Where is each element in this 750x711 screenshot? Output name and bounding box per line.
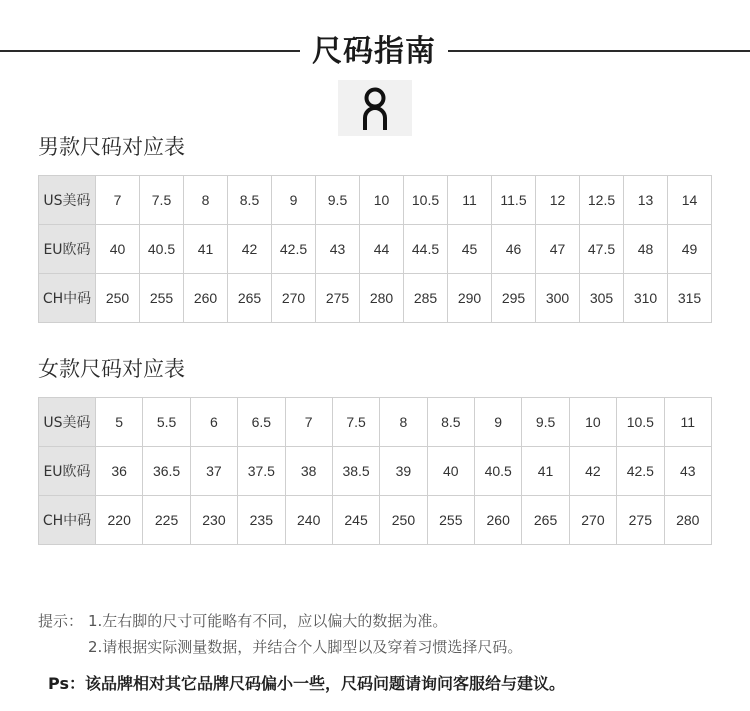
- size-cell: 49: [668, 225, 712, 274]
- men-size-table: [38, 175, 712, 323]
- size-cell: 46: [492, 225, 536, 274]
- size-cell: 230: [190, 496, 237, 545]
- table-row: [39, 274, 712, 323]
- tip-item-2: 2.请根据实际测量数据，并结合个人脚型以及穿着习惯选择尺码。: [88, 638, 523, 656]
- size-cell: 305: [580, 274, 624, 323]
- size-cell: 7: [285, 398, 332, 447]
- size-cell: 41: [522, 447, 569, 496]
- size-cell: 290: [448, 274, 492, 323]
- size-cell: 240: [285, 496, 332, 545]
- size-cell: 9.5: [316, 176, 360, 225]
- size-cell: 10.5: [404, 176, 448, 225]
- size-cell: 8: [184, 176, 228, 225]
- brand-logo: [338, 80, 412, 136]
- size-cell: 43: [664, 447, 712, 496]
- size-cell: 280: [664, 496, 712, 545]
- row-header: EU欧码: [39, 447, 96, 496]
- size-cell: 8: [380, 398, 427, 447]
- size-cell: 36: [96, 447, 143, 496]
- size-cell: 14: [668, 176, 712, 225]
- size-cell: 37.5: [238, 447, 285, 496]
- size-cell: 300: [536, 274, 580, 323]
- size-cell: 6.5: [238, 398, 285, 447]
- size-cell: 7.5: [140, 176, 184, 225]
- size-cell: 260: [475, 496, 522, 545]
- on-logo-icon: [360, 86, 390, 130]
- tips: [38, 608, 522, 660]
- size-cell: 265: [228, 274, 272, 323]
- size-cell: 10.5: [617, 398, 664, 447]
- title-rule-right: [448, 50, 750, 52]
- size-cell: 42: [569, 447, 616, 496]
- size-cell: 260: [184, 274, 228, 323]
- size-cell: 47: [536, 225, 580, 274]
- size-cell: 295: [492, 274, 536, 323]
- size-cell: 38.5: [332, 447, 379, 496]
- size-cell: 8.5: [427, 398, 474, 447]
- size-cell: 225: [143, 496, 190, 545]
- size-cell: 255: [140, 274, 184, 323]
- ps-note: Ps：该品牌相对其它品牌尺码偏小一些，尺码问题请询问客服给与建议。: [48, 674, 565, 693]
- size-cell: 275: [617, 496, 664, 545]
- size-cell: 235: [238, 496, 285, 545]
- size-cell: 48: [624, 225, 668, 274]
- table-row: [39, 398, 712, 447]
- women-section-title: 女款尺码对应表: [38, 357, 185, 381]
- title-rule-left: [0, 50, 300, 52]
- size-cell: 12.5: [580, 176, 624, 225]
- row-header: US美码: [39, 176, 96, 225]
- size-cell: 40.5: [140, 225, 184, 274]
- size-cell: 11.5: [492, 176, 536, 225]
- size-cell: 220: [96, 496, 143, 545]
- size-cell: 11: [448, 176, 492, 225]
- size-cell: 250: [96, 274, 140, 323]
- size-cell: 270: [272, 274, 316, 323]
- table-row: [39, 496, 712, 545]
- size-cell: 44: [360, 225, 404, 274]
- size-cell: 8.5: [228, 176, 272, 225]
- row-header: CH中码: [39, 274, 96, 323]
- table-row: [39, 225, 712, 274]
- size-cell: 45: [448, 225, 492, 274]
- size-cell: 7.5: [332, 398, 379, 447]
- size-cell: 40: [96, 225, 140, 274]
- size-cell: 12: [536, 176, 580, 225]
- row-header: EU欧码: [39, 225, 96, 274]
- size-cell: 44.5: [404, 225, 448, 274]
- size-cell: 280: [360, 274, 404, 323]
- size-cell: 36.5: [143, 447, 190, 496]
- size-cell: 10: [569, 398, 616, 447]
- size-cell: 42.5: [272, 225, 316, 274]
- table-row: [39, 447, 712, 496]
- size-cell: 6: [190, 398, 237, 447]
- size-cell: 255: [427, 496, 474, 545]
- size-cell: 270: [569, 496, 616, 545]
- size-cell: 43: [316, 225, 360, 274]
- size-cell: 285: [404, 274, 448, 323]
- size-cell: 7: [96, 176, 140, 225]
- row-header: US美码: [39, 398, 96, 447]
- size-cell: 250: [380, 496, 427, 545]
- tips-label: 提示：: [38, 612, 84, 630]
- size-cell: 37: [190, 447, 237, 496]
- size-cell: 41: [184, 225, 228, 274]
- size-cell: 11: [664, 398, 712, 447]
- size-cell: 310: [624, 274, 668, 323]
- size-cell: 39: [380, 447, 427, 496]
- size-cell: 13: [624, 176, 668, 225]
- men-section-title: 男款尺码对应表: [38, 135, 185, 159]
- size-cell: 9: [272, 176, 316, 225]
- table-row: [39, 176, 712, 225]
- size-cell: 9.5: [522, 398, 569, 447]
- row-header: CH中码: [39, 496, 96, 545]
- size-cell: 40: [427, 447, 474, 496]
- size-cell: 42.5: [617, 447, 664, 496]
- page-title: 尺码指南: [312, 34, 436, 69]
- tip-item-1: 1.左右脚的尺寸可能略有不同，应以偏大的数据为准。: [88, 612, 448, 630]
- size-cell: 5.5: [143, 398, 190, 447]
- size-cell: 265: [522, 496, 569, 545]
- size-cell: 5: [96, 398, 143, 447]
- size-cell: 40.5: [475, 447, 522, 496]
- size-cell: 245: [332, 496, 379, 545]
- size-cell: 47.5: [580, 225, 624, 274]
- size-cell: 38: [285, 447, 332, 496]
- size-cell: 10: [360, 176, 404, 225]
- size-cell: 315: [668, 274, 712, 323]
- women-size-table: [38, 397, 712, 545]
- size-cell: 9: [475, 398, 522, 447]
- size-cell: 275: [316, 274, 360, 323]
- size-cell: 42: [228, 225, 272, 274]
